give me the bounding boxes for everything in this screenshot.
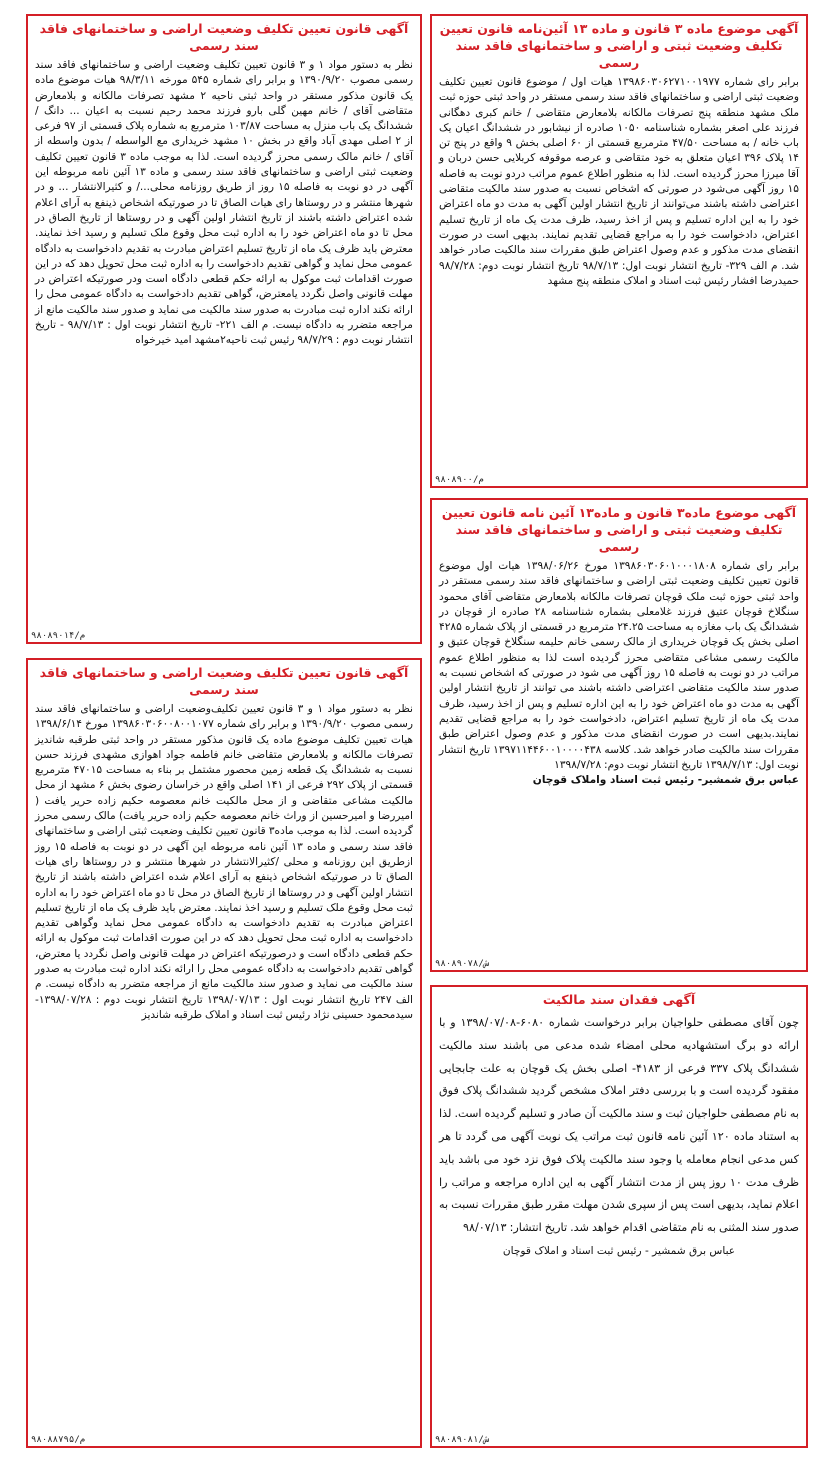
ad-body [28, 56, 420, 349]
ad-body [432, 73, 806, 289]
ad-title: آگهی موضوع ماده ۳ قانون و ماده ۱۳ آئین‌نامه قانون تعیین تکلیف وضعیت ثبتی و اراضی و ساختمانهای فاقد سند رسمی [439, 21, 799, 70]
ad-title: آگهی موضوع ماده۳ قانون و ماده۱۳ آئین نامه قانون تعیین تکلیف وضعیت ثبتی و اراضی و ساختمانهای فاقد سند رسمی [441, 505, 797, 554]
ad-body-text: چون آقای مصطفی حلواجیان برابر درخواست شماره ۶۰۸۰-۱۳۹۸/۰۷/۰۸ و با ارائه دو برگ استشهادیه محلی امضاء شده مدعی می باشند سند مالکیت ششدانگ پلاک ۳۳۷ فرعی از ۴۱۸۳- اصلی بخش یک قوچان به علت جابجایی مفقود گردیده است و با بررسی دفتر املاک مشخص گردید ششدانگ پلاک فوق به نام مصطفی حلواجیان ثبت و سند مالکیت آن صادر و تسلیم گردیده است. لذا به استناد ماده ۱۲۰ آئین نامه قانون ثبت مراتب یک نوبت آگهی می گردد تا هر کس مدعی انجام معامله یا وجود سند مالکیت پلاک فوق نزد خود می باشد باید ظرف مدت ۱۰ روز پس از مدت انتشار آگهی به این اداره مراجعه و مراتب را اعلام نماید، بدیهی است پس از سپری شدن مهلت مقرر طبق مقررات نسبت به صدور سند المثنی به نام متقاضی اقدام خواهد شد. تاریخ انتشار: ۹۸/۰۷/۱۳ [439, 1016, 799, 1235]
ad-code: م/۹۸۰۸۸۷۹۵ [31, 1435, 86, 1445]
ad-box-land-status-1 [26, 14, 422, 644]
ad-box-lost-deed [430, 985, 808, 1448]
ad-title: آگهی قانون تعیین تکلیف وضعیت اراضی و ساختمانهای فاقد سند رسمی [39, 665, 409, 697]
ad-title: آگهی قانون تعیین تکلیف وضعیت اراضی و ساختمانهای فاقد سند رسمی [39, 21, 409, 53]
ad-title: آگهی فقدان سند مالکیت [542, 992, 696, 1007]
ad-body [28, 700, 420, 1023]
ad-body-text: برابر رای شماره ۱۳۹۸۶۰۳۰۶۲۷۱۰۰۱۹۷۷ هیات اول / موضوع قانون تعیین تکلیف وضعیت ثبتی اراضی و ساختمانهای فاقد سند رسمی مستقر در واحد ثبتی حوزه ثبت ملک مشهد منطقه پنج تصرفات مالکانه بلامعارض متقاضی / خانم کبری دهگانی فرزند علی اصغر بشماره شناسنامه ۱۰۵۰ صادره از نیشابور در ششدانگ اعیان یک باب خانه / به مساحت ۴۷/۵۰ مترمربع قسمتی از ۶۰ اصلی بخش ۹ واقع در پنج تن ۱۴ پلاک ۳۹۶ اعیان متعلق به خود متقاضی و عرصه موقوفه کربلایی حسن دربان و آقا میرزا محرز گردیده است. لذا به منظور اطلاع عموم مراتب دردو نوبت به فاصله ۱۵ روز آگهی می‌شود در صورتی که اشخاص نسبت به صدور سند مالکیت متقاضی اعتراضی داشته باشند می‌توانند از تاریخ انتشار اولین آگهی به مدت دو ماه اعتراض خود را به این اداره تسلیم و پس از اخذ رسید، ظرف مدت یک ماه از تاریخ تسلیم اعتراض، دادخواست خود را به مراجع قضایی تقدیم نمایند. بدیهی است در صورت انقضای مدت مذکور و عدم وصول اعتراض طبق مقررات سند مالکیت صادر خواهد شد. م الف ۳۲۹- تاریخ انتشار نوبت اول: ۹۸/۷/۱۳ تاریخ انتشار نوبت دوم: ۹۸/۷/۲۸ حمیدرضا افشار رئیس ثبت اسناد و املاک منطقه پنج مشهد [439, 76, 799, 287]
ad-code: م/۹۸۰۸۹۰۰ [435, 475, 484, 485]
ad-signature: عباس برق شمشیر- رئیس ثبت اسناد واملاک قوچان [532, 774, 799, 787]
ad-body-text: نظر به دستور مواد ۱ و ۳ قانون تعیین تکلیف‌وضعیت اراضی و ساختمانهای فاقد سند رسمی مصوب ۱۳۹۰/۹/۲۰ و برابر رای شماره ۱۳۹۸۶۰۳۰۶۰۰۸۰۰۱۰۷۷ مورخ ۱۳۹۸/۶/۱۴ هیات تعیین تکلیف موضوع ماده یک قانون مذکور مستقر در واحد ثبتی طرقبه شاندیز تصرفات مالکانه و بلامعارض متقاضی خانم فاطمه جواد اهوازی مشهدی فرزند حسن نسبت به ششدانگ یک قطعه زمین محصور مشتمل بر بناء به مساحت ۴۷۰۱۵ مترمربع قسمتی از پلاک ۲۹۲ فرعی از ۱۴۱ اصلی واقع در خراسان رضوی بخش ۶ مشهد از محل مالکیت مشاعی متقاضی و از محل مالکیت خانم معصومه حکیم زاده حریر یافت ( امیررضا و امیرحسین از وراث خانم معصومه حکیم زاده حریر یافت) مالک رسمی محرز گردیده است. لذا به موجب ماده۳ قانون تعیین تکلیف وضعیت ثبتی اراضی و ساختمانهای فاقد سند رسمی و ماده ۱۳ آئین نامه مربوطه این آگهی در دو نوبت به فاصله ۱۵ روز ازطریق این روزنامه و محلی /کثیرالانتشار در شهرها منتشر و در روستاها رای هیات الصاق تا در صورتیکه اشخاص ذینفع به آرای اعلام شده اعتراض داشته باشند از تاریخ انتشار اولین آگهی و در روستاها از تاریخ الصاق در محل تا دو ماه اعتراض خود را به اداره ثبت محل وقوع ملک تسلیم و رسید اخذ نمایند. معترض باید ظرف یک ماه از تاریخ تسلیم اعتراض مبادرت به تقدیم دادخواست به دادگاه عمومی محل نماید وگواهی تقدیم دادخواست به اداره ثبت محل تحویل دهد که در این صورت اقدامات ثبت موکول به ارائه حکم قطعی دادگاه است و درصورتیکه اعتراض در مهلت قانونی واصل نگردد یا معترض، گواهی تقدیم دادخواست به دادگاه عمومی محل را ارائه نکند اداره ثبت مبادرت به صدور سند مالکیت می نماید و صدور سند مالکیت مانع از مراجعه متضرر به دادگاه نیست. م الف ۲۴۷ تاریخ انتشار نوبت اول : ۱۳۹۸/۰۷/۱۳ تاریخ انتشار نوبت دوم : ۱۳۹۸/۰۷/۲۸- سیدمحمود حسینی نژاد رئیس ثبت اسناد و املاک طرقبه شاندیز [35, 703, 413, 1021]
ad-body [432, 557, 806, 773]
ad-signature: عباس برق شمشیر - رئیس ثبت اسناد و املاک قوچان [502, 1244, 736, 1257]
ad-box-land-status-2 [26, 658, 422, 1448]
ad-box-title-registration-1 [430, 14, 808, 488]
ad-code: م/۹۸۰۸۹۰۱۴ [31, 631, 86, 641]
ad-code: ش/۹۸۰۸۹۰۷۸ [435, 959, 490, 969]
ad-body-text: نظر به دستور مواد ۱ و ۳ قانون تعیین تکلیف وضعیت اراضی و ساختمانهای فاقد سند رسمی مصوب ۱۳۹۰/۹/۲۰ و برابر رای شماره ۵۴۵ مورخه ۹۸/۳/۱۱ هیات موضوع ماده یک قانون مذکور مستقر در واحد ثبتی ناحیه ۲ مشهد تصرفات مالکانه و بلامعارض متقاضی آقای / خانم مهین گلی بارو فرزند محمد رحیم نسبت به اعیان ... دانگ / ششدانگ یک باب منزل به مساحت ۱۰۳/۸۷ مترمربع به شماره پلاک قسمتی از ۹۷ فرعی از ۲ اصلی مهدی آباد واقع در بخش ۱۰ مشهد خریداری مع الواسطه / بدون واسطه از آقای / خانم مالک رسمی محرز گردیده است. لذا به موجب ماده ۳ قانون تعیین تکلیف وضعیت ثبتی اراضی و ساختمانهای فاقد سند رسمی و ماده ۱۳ آئین نامه مربوطه این آگهی در دو نوبت به فاصله ۱۵ روز از طریق روزنامه محلی.../ و کثیرالانتشار ... و در شهرها منتشر و در روستاها رای هیات الصاق تا در صورتیکه اشخاص ذینفع به آرای اعلام شده اعتراض داشته باشند از تاریخ انتشار اولین آگهی و در روستاها از تاریخ الصاق در محل تا دو ماه اعتراض خود را به اداره ثبت محل وقوع ملک تسلیم و رسید اخذ نمایند. معترض باید ظرف یک ماه از تاریخ تسلیم اعتراض مبادرت به تقدیم دادخواست به دادگاه عمومی محل نماید و گواهی تقدیم دادخواست را به اداره ثبت محل تحویل دهد که در این صورت اقدامات ثبت موکول به ارائه حکم قطعی دادگاه است ودر صورتیکه اعتراض در مهلت قانونی واصل نگردد یامعترض، گواهی تقدیم دادخواست به دادگاه عمومی محل را ارائه نکند اداره ثبت مبادرت به صدور سند مالکیت می نماید و صدور سند مالکیت مانع از مراجعه متضرر به دادگاه نیست. م الف ۲۲۱- تاریخ انتشار نوبت اول : ۹۸/۷/۱۳ - تاریخ انتشار نوبت دوم : ۹۸/۷/۲۹ رئیس ثبت ناحیه۲مشهد امید خیرخواه [35, 59, 414, 347]
ad-body [432, 1010, 806, 1240]
ad-body-text: برابر رای شماره ۱۳۹۸۶۰۳۰۶۰۱۰۰۰۱۸۰۸ مورخ ۱۳۹۸/۰۶/۲۶ هیات اول موضوع قانون تعیین تکلیف وضعیت ثبتی اراضی و ساختمانهای فاقد سند رسمی مستقر در واحد ثبتی حوزه ثبت ملک قوچان تصرفات مالکانه بلامعارض متقاضی آقای محمود سنگلاخ قوچان عتیق فرزند غلامعلی بشماره شناسنامه ۲۸ صادره از قوچان در ششدانگ یک باب مغازه به مساحت ۲۴.۲۵ مترمربع در قسمتی از پلاک شماره ۴۲۸۵ اصلی بخش یک قوچان خریداری از مالک رسمی خانم حلیمه سنگلاخ قوچان عتیق و مالکیت رسمی مشاعی متقاضی محرز گردیده است لذا به منظور اطلاع عموم مراتب در دو نوبت به فاصله ۱۵ روز آگهی می شود در صورتی که اشخاص نسبت به صدور سند مالکیت متقاضی اعتراضی داشته باشند می توانند از تاریخ انتشار اولین آگهی به مدت دو ماه اعتراض خود را به این اداره تسلیم و پس از اخذ رسید، ظرف مدت یک ماه از تاریخ تسلیم اعتراض، دادخواست خود را به مراجع قضایی تقدیم نمایند.بدیهی است در صورت انقضای مدت مذکور و عدم وصول اعتراض طبق مقررات سند مالکیت صادر خواهد شد. کلاسه ۱۳۹۷۱۱۴۴۶۰۰۱۰۰۰۰۴۳۸ تاریخ انتشار نوبت اول: ۱۳۹۸/۷/۱۳ تاریخ انتشار نوبت دوم: ۱۳۹۸/۷/۲۸ [439, 560, 800, 771]
ad-box-title-registration-2 [430, 498, 808, 972]
ad-code: ش/۹۸۰۸۹۰۸۱ [435, 1435, 490, 1445]
